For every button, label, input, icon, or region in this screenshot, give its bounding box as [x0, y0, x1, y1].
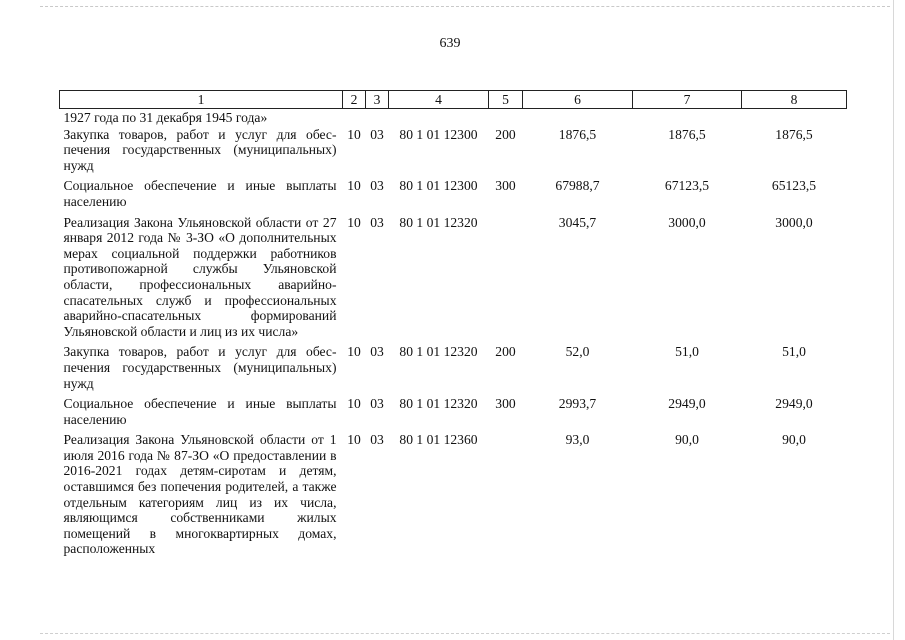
row-description: Реализация Закона Ульяновской области от 27 января 2012 года № 3-ЗО «О дополнительных мерах социальной поддержки работников противопожарной службы Ульяновской области, профессиональных аварийно-спасательных служб и профессиональных аварийно-спасательных формирований Ульяновской области и лиц из их числа»: [63, 214, 337, 339]
row-amount-col8: 90,0: [782, 432, 806, 448]
row-description: Социальное обеспечение и иные выплаты населению: [63, 396, 337, 427]
row-amount-col6: 2993,7: [558, 396, 597, 412]
row-amount-col7: 3000,0: [668, 214, 706, 230]
row-amount-col6: 67988,7: [555, 178, 600, 194]
row-expense-type: 300: [495, 396, 516, 412]
row-section: 10: [347, 432, 361, 448]
table-row: [60, 431, 847, 561]
row-description: 1927 года по 31 декабря 1945 года»: [63, 110, 268, 125]
row-section: 10: [347, 214, 361, 230]
table-row: [60, 126, 847, 178]
row-subsection: [366, 109, 389, 126]
row-amount-col8: 51,0: [782, 344, 806, 360]
row-target-code: 80 1 01 12300: [399, 126, 478, 142]
row-target-code: [389, 109, 489, 126]
page-number: 639: [439, 36, 461, 51]
row-section: [343, 109, 366, 126]
budget-table: [59, 90, 847, 561]
row-section: 10: [347, 126, 361, 142]
row-expense-type: 300: [495, 178, 516, 194]
row-amount-col6: 93,0: [565, 432, 590, 448]
scan-edge-top: [40, 6, 890, 7]
row-amount-col7: 1876,5: [668, 126, 706, 142]
scan-edge-bottom: [40, 633, 890, 634]
row-subsection: 03: [370, 126, 384, 142]
row-expense-type: 200: [495, 344, 516, 360]
row-section: 10: [347, 344, 361, 360]
row-amount-col8: 65123,5: [771, 178, 817, 194]
row-amount-col8: 3000,0: [775, 214, 813, 230]
row-description: Социальное обеспечение и иные выплаты населению: [63, 178, 337, 209]
column-number-header: [60, 91, 847, 109]
table-row: [60, 395, 847, 431]
row-amount-col6: 1876,5: [558, 126, 597, 142]
row-target-code: 80 1 01 12320: [399, 396, 478, 412]
header-col-5: 5: [489, 91, 523, 109]
row-expense-type: [489, 431, 523, 561]
row-target-code: 80 1 01 12300: [399, 178, 478, 194]
row-target-code: 80 1 01 12320: [399, 344, 478, 360]
row-amount-col8: [742, 109, 847, 126]
table-row: [60, 214, 847, 344]
row-amount-col8: 1876,5: [775, 126, 813, 142]
row-subsection: 03: [370, 344, 384, 360]
header-col-6: 6: [523, 91, 633, 109]
row-expense-type: 200: [495, 126, 516, 142]
header-col-7: 7: [633, 91, 742, 109]
header-col-3: 3: [366, 91, 389, 109]
row-target-code: 80 1 01 12360: [399, 432, 478, 448]
header-col-2: 2: [343, 91, 366, 109]
row-amount-col8: 2949,0: [775, 396, 813, 412]
row-amount-col6: 3045,7: [558, 214, 597, 230]
row-amount-col7: 51,0: [675, 344, 699, 360]
table-row: [60, 177, 847, 213]
row-amount-col7: [633, 109, 742, 126]
row-amount-col6: [523, 109, 633, 126]
row-target-code: 80 1 01 12320: [399, 214, 478, 230]
row-amount-col7: 90,0: [675, 432, 699, 448]
table-row: [60, 343, 847, 395]
row-expense-type: [489, 109, 523, 126]
row-description: Реализация Закона Ульяновской области от 1 июля 2016 года № 87-ЗО «О предоставлении в 2016-2021 годах детям-сиротам и детям, оставшимся без попечения родителей, а также отдельным категориям лиц из их числа, являющимся собственниками жилых помещений в многоквартирных домах, расположенных: [63, 432, 337, 557]
row-expense-type: [489, 214, 523, 344]
row-section: 10: [347, 178, 361, 194]
row-amount-col7: 2949,0: [668, 396, 706, 412]
row-amount-col6: 52,0: [565, 344, 590, 360]
row-subsection: 03: [370, 396, 384, 412]
header-col-4: 4: [389, 91, 489, 109]
row-amount-col7: 67123,5: [664, 178, 710, 194]
scan-edge-right: [893, 0, 894, 640]
row-subsection: 03: [370, 432, 384, 448]
row-subsection: 03: [370, 178, 384, 194]
row-description: Закупка товаров, работ и услуг для обеспечения государственных (муниципальных) нужд: [63, 344, 337, 391]
header-col-1: 1: [60, 91, 343, 109]
row-section: 10: [347, 396, 361, 412]
row-subsection: 03: [370, 214, 384, 230]
table-row: [60, 109, 847, 126]
row-description: Закупка товаров, работ и услуг для обеспечения государственных (муниципальных) нужд: [63, 126, 337, 173]
header-col-8: 8: [742, 91, 847, 109]
